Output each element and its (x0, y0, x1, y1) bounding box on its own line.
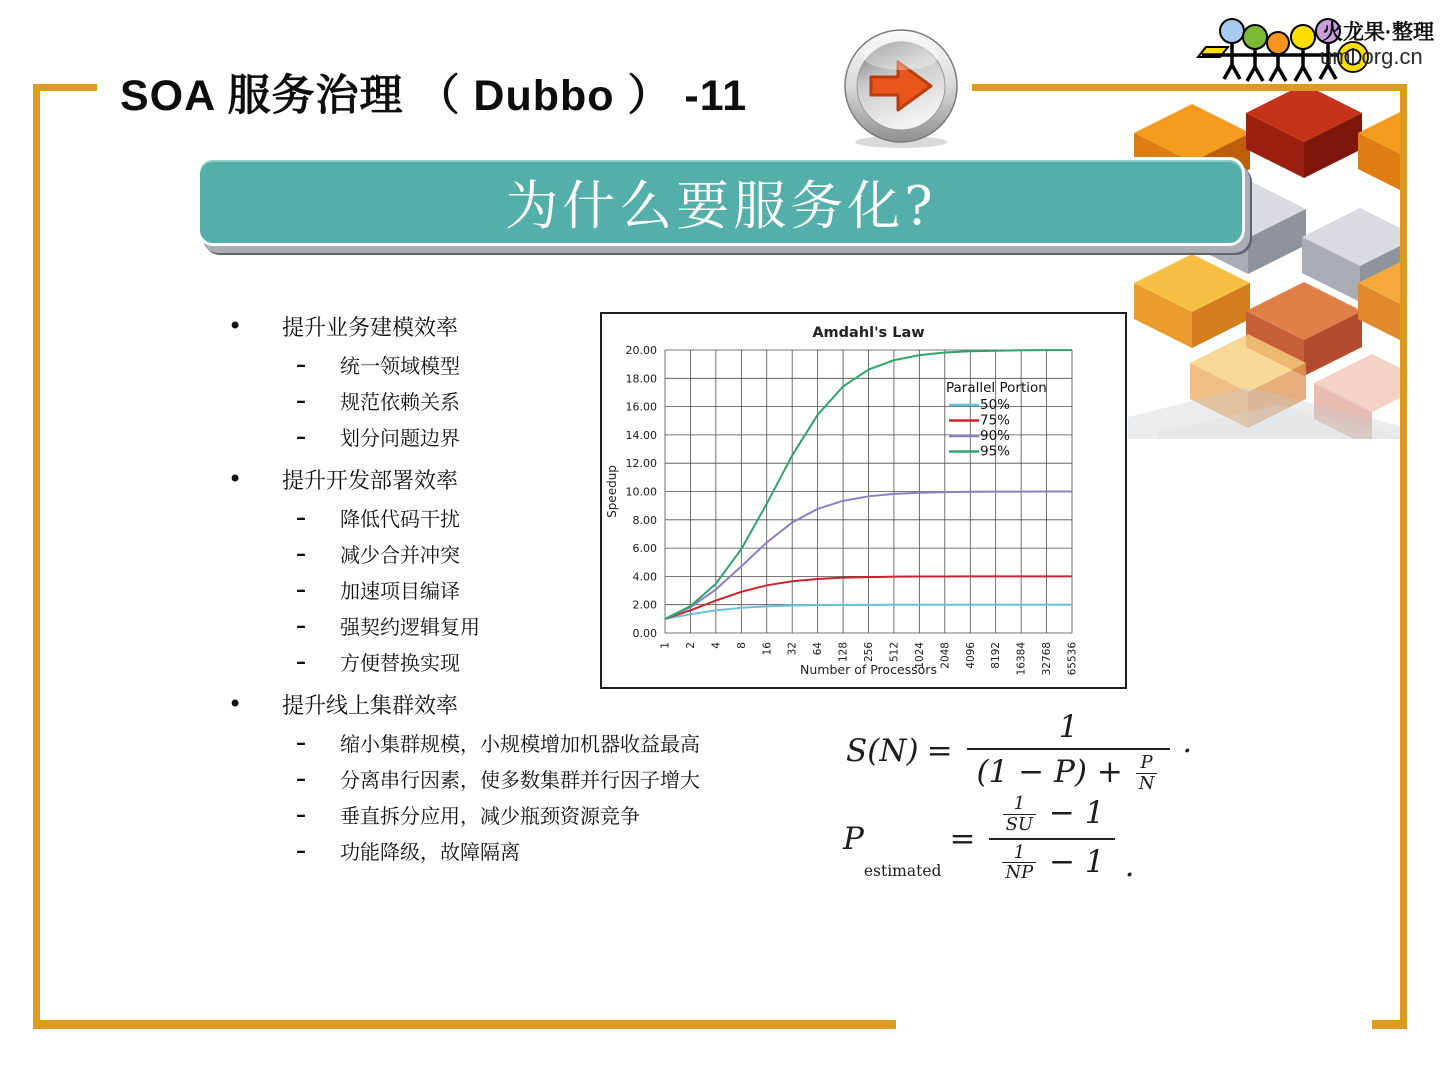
svg-text:Number of Processors: Number of Processors (800, 662, 937, 677)
svg-text:256: 256 (863, 642, 875, 663)
svg-text:18.00: 18.00 (625, 372, 657, 386)
svg-text:2048: 2048 (939, 642, 952, 669)
dash-icon: – (296, 388, 306, 412)
svg-text:Speedup: Speedup (605, 465, 619, 518)
svg-text:90%: 90% (980, 428, 1011, 444)
logo-text: 火龙果·整理 (1322, 21, 1434, 44)
svg-text:50%: 50% (980, 397, 1011, 413)
list-item: – 减少合并冲突 (296, 541, 460, 567)
logo-site-text: uml.org.cn (1320, 44, 1423, 69)
svg-text:10.00: 10.00 (625, 485, 657, 499)
section-banner (197, 157, 1245, 246)
svg-text:4096: 4096 (964, 642, 977, 669)
list-item: – 加速项目编译 (296, 577, 460, 603)
svg-text:2: 2 (684, 642, 697, 649)
svg-text:0.00: 0.00 (632, 627, 657, 640)
dash-icon: – (296, 730, 306, 754)
dash-icon: – (296, 649, 306, 673)
svg-text:6.00: 6.00 (632, 542, 657, 556)
svg-text:128: 128 (837, 642, 850, 663)
list-item: – 垂直拆分应用，减少瓶颈资源竞争 (296, 802, 640, 828)
svg-text:512: 512 (888, 642, 901, 663)
dash-icon: – (296, 838, 306, 862)
dash-icon: – (296, 577, 306, 601)
list-item: – 功能降级，故障隔离 (296, 838, 520, 864)
frame-bottom-right-line (1372, 1020, 1407, 1029)
svg-text:8.00: 8.00 (632, 513, 657, 527)
bullet-icon: • (228, 465, 243, 493)
list-item: • 提升线上集群效率 (220, 684, 860, 724)
bullet-icon: • (228, 690, 243, 718)
frame-top-left-line (33, 84, 97, 91)
svg-text:14.00: 14.00 (625, 428, 657, 442)
frame-top-right-line (972, 84, 1407, 91)
list-item: – 缩小集群规模，小规模增加机器收益最高 (296, 730, 700, 756)
frame-right-line (1400, 84, 1407, 1029)
svg-text:12.00: 12.00 (625, 457, 657, 471)
svg-text:4.00: 4.00 (632, 570, 657, 584)
list-item: – 规范依赖关系 (296, 388, 460, 414)
list-item: – 分离串行因素，使多数集群并行因子增大 (296, 766, 700, 792)
svg-text:16384: 16384 (1015, 642, 1028, 676)
svg-text:Amdahl's Law: Amdahl's Law (812, 325, 925, 341)
list-item: – 统一领域模型 (296, 352, 460, 378)
list-item: – 方便替换实现 (296, 649, 460, 675)
list-item: • 提升开发部署效率 (220, 459, 860, 499)
svg-text:75%: 75% (980, 412, 1011, 429)
svg-text:20.00: 20.00 (625, 344, 657, 357)
arrow-icon (842, 26, 960, 148)
svg-text:2.00: 2.00 (632, 598, 657, 612)
svg-text:8192: 8192 (990, 642, 1003, 669)
dash-icon: – (296, 613, 306, 637)
isometric-blocks-art (1128, 87, 1404, 439)
amdahl-formula: S(N) = 1 (1 − P) + $\frac{P}{N}$ · (846, 709, 1193, 794)
chart-canvas (602, 314, 1125, 687)
page-title: SOA 服务治理 （ Dubbo ） -11 (120, 72, 748, 120)
list-item: – 划分问题边界 (296, 424, 460, 450)
dash-icon: – (296, 541, 306, 565)
list-item: – 强契约逻辑复用 (296, 613, 480, 639)
svg-text:32: 32 (786, 642, 799, 656)
list-item: – 降低代码干扰 (296, 505, 460, 531)
estimated-p-formula: P estimated = $\frac{1}{SU}$ − 1 $\frac{1}{NP}$ − 1 . (843, 793, 1135, 885)
dash-icon: – (296, 802, 306, 826)
bullet-icon: • (228, 312, 243, 340)
svg-text:16.00: 16.00 (625, 400, 657, 414)
list-item: • 提升业务建模效率 (220, 306, 860, 346)
frame-left-line (33, 84, 40, 1022)
svg-text:Parallel Portion: Parallel Portion (946, 380, 1047, 396)
amdahls-law-chart (600, 312, 1127, 689)
svg-text:32768: 32768 (1041, 642, 1054, 676)
next-button[interactable] (842, 26, 960, 148)
dash-icon: – (296, 352, 306, 376)
svg-text:16: 16 (761, 642, 774, 656)
svg-text:1: 1 (659, 642, 672, 649)
svg-text:8: 8 (735, 642, 748, 649)
svg-text:64: 64 (812, 642, 825, 656)
svg-text:65536: 65536 (1066, 642, 1079, 676)
dash-icon: – (296, 505, 306, 529)
dash-icon: – (296, 424, 306, 448)
frame-bottom-line (33, 1020, 896, 1029)
section-banner-text: 为什么要服务化? (505, 175, 937, 237)
dash-icon: – (296, 766, 306, 790)
svg-text:4: 4 (710, 642, 723, 649)
svg-text:95%: 95% (980, 443, 1011, 460)
svg-text:1024: 1024 (913, 642, 926, 669)
